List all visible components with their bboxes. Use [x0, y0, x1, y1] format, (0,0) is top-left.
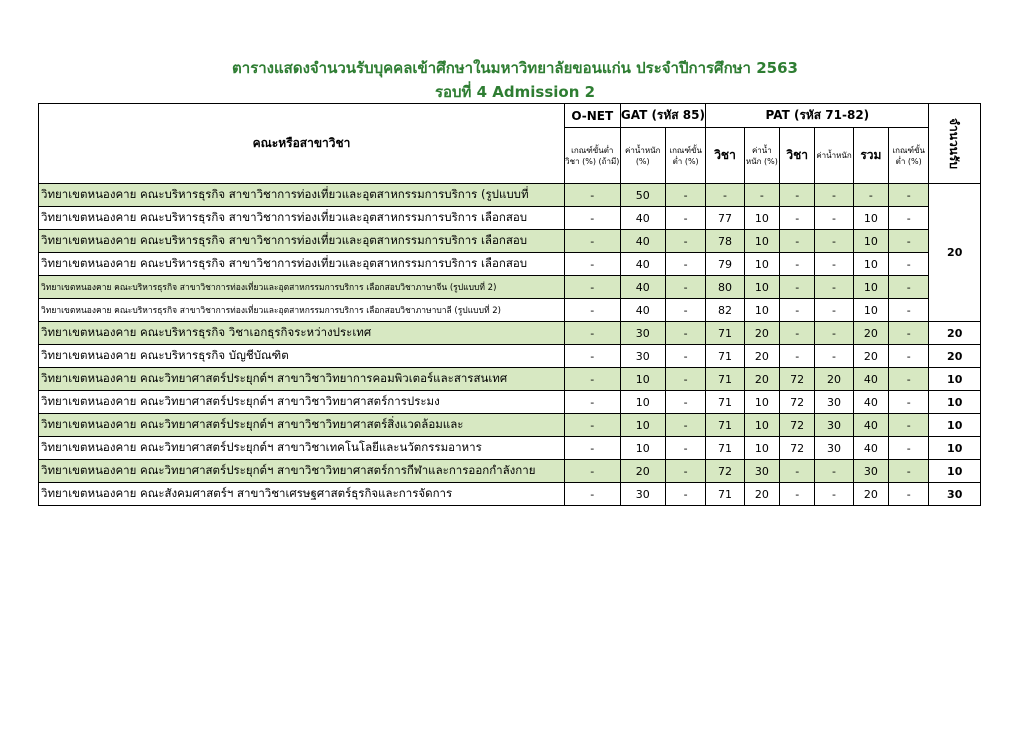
gat-weight-cell: 10: [620, 437, 665, 460]
onet-min-cell: -: [565, 460, 621, 483]
pat-weight1-cell: 10: [744, 253, 779, 276]
onet-min-cell: -: [565, 276, 621, 299]
pat-weight2-cell: -: [815, 253, 853, 276]
onet-min-cell: -: [565, 391, 621, 414]
pat-weight1-cell: 30: [744, 460, 779, 483]
gat-weight-cell: 40: [620, 276, 665, 299]
pat-header: PAT (รหัส 71-82): [706, 104, 929, 128]
program-name-cell: วิทยาเขตหนองคาย คณะบริหารธุรกิจ บัญชีบัณฑิต: [39, 345, 565, 368]
gat-min-cell: -: [665, 368, 705, 391]
pat-subject2-cell: -: [780, 276, 815, 299]
pat-subject2-cell: -: [780, 184, 815, 207]
gat-min-cell: -: [665, 322, 705, 345]
pat-total-cell: -: [853, 184, 888, 207]
gat-weight-cell: 10: [620, 414, 665, 437]
onet-min-cell: -: [565, 437, 621, 460]
pat-weight2-header: ค่าน้ำหนัก: [815, 128, 853, 184]
pat-subject2-cell: -: [780, 345, 815, 368]
pat-weight2-cell: 30: [815, 391, 853, 414]
program-name-cell: วิทยาเขตหนองคาย คณะวิทยาศาสตร์ประยุกต์ฯ สาขาวิชาวิทยาการคอมพิวเตอร์และสารสนเทศ: [39, 368, 565, 391]
document-title: ตารางแสดงจำนวนรับบุคคลเข้าศึกษาในมหาวิทยาลัยขอนแก่น ประจำปีการศึกษา 2563: [232, 59, 798, 77]
table-row: [39, 460, 981, 483]
onet-min-cell: -: [565, 345, 621, 368]
gat-min-cell: -: [665, 230, 705, 253]
onet-min-cell: -: [565, 368, 621, 391]
pat-total-cell: 10: [853, 207, 888, 230]
pat-total-cell: 20: [853, 322, 888, 345]
pat-weight1-cell: 10: [744, 207, 779, 230]
program-name-cell: วิทยาเขตหนองคาย คณะบริหารธุรกิจ วิชาเอกธุรกิจระหว่างประเทศ: [39, 322, 565, 345]
table-row: [39, 184, 981, 207]
pat-weight2-cell: -: [815, 322, 853, 345]
pat-total-cell: 10: [853, 230, 888, 253]
pat-total-cell: 40: [853, 368, 888, 391]
pat-weight2-cell: -: [815, 460, 853, 483]
pat-min-cell: -: [889, 368, 929, 391]
pat-subject2-cell: 72: [780, 368, 815, 391]
pat-total-cell: 10: [853, 299, 888, 322]
pat-weight2-cell: -: [815, 276, 853, 299]
pat-subject1-cell: -: [706, 184, 744, 207]
gat-weight-cell: 20: [620, 460, 665, 483]
onet-min-cell: -: [565, 299, 621, 322]
pat-weight1-cell: 20: [744, 483, 779, 506]
table-row: [39, 230, 981, 253]
pat-subject1-cell: 78: [706, 230, 744, 253]
pat-min-cell: -: [889, 322, 929, 345]
pat-weight1-cell: 10: [744, 391, 779, 414]
pat-subject1-cell: 71: [706, 391, 744, 414]
onet-min-cell: -: [565, 184, 621, 207]
gat-weight-cell: 10: [620, 391, 665, 414]
gat-min-cell: -: [665, 483, 705, 506]
gat-weight-cell: 40: [620, 253, 665, 276]
pat-total-cell: 20: [853, 345, 888, 368]
pat-weight1-cell: 10: [744, 437, 779, 460]
onet-header: O-NET: [565, 104, 621, 128]
table-row: [39, 322, 981, 345]
pat-total-cell: 40: [853, 414, 888, 437]
quota-cell: 10: [929, 437, 981, 460]
pat-subject2-cell: 72: [780, 391, 815, 414]
pat-weight1-cell: 10: [744, 276, 779, 299]
gat-min-cell: -: [665, 184, 705, 207]
table-row: [39, 391, 981, 414]
program-name-cell: วิทยาเขตหนองคาย คณะบริหารธุรกิจ สาขาวิชาการท่องเที่ยวและอุตสาหกรรมการบริการ เลือกสอบ: [39, 230, 565, 253]
gat-min-cell: -: [665, 437, 705, 460]
pat-weight1-cell: 20: [744, 345, 779, 368]
table-row: [39, 299, 981, 322]
onet-min-cell: -: [565, 253, 621, 276]
pat-subject1-cell: 71: [706, 345, 744, 368]
pat-weight1-cell: 20: [744, 322, 779, 345]
pat-total-cell: 20: [853, 483, 888, 506]
quota-cell: 10: [929, 368, 981, 391]
quota-cell: 30: [929, 483, 981, 506]
gat-min-header: เกณฑ์ขั้นต่ำ (%): [665, 128, 705, 184]
program-name-cell: วิทยาเขตหนองคาย คณะบริหารธุรกิจ สาขาวิชาการท่องเที่ยวและอุตสาหกรรมการบริการ เลือกสอบวิชาภาษาจีน (รูปแบบที่ 2): [39, 276, 565, 299]
table-row: [39, 207, 981, 230]
pat-subject1-cell: 71: [706, 414, 744, 437]
quota-column-header: [929, 104, 981, 184]
pat-weight2-cell: -: [815, 345, 853, 368]
pat-subject2-cell: 72: [780, 437, 815, 460]
quota-cell: 20: [929, 322, 981, 345]
gat-weight-cell: 30: [620, 345, 665, 368]
pat-weight2-cell: 20: [815, 368, 853, 391]
pat-subject1-cell: 71: [706, 483, 744, 506]
pat-min-cell: -: [889, 230, 929, 253]
onet-min-cell: -: [565, 414, 621, 437]
pat-min-cell: -: [889, 276, 929, 299]
pat-weight1-cell: 10: [744, 230, 779, 253]
pat-total-cell: 10: [853, 276, 888, 299]
table-row: [39, 483, 981, 506]
pat-min-header: เกณฑ์ขั้นต่ำ (%): [889, 128, 929, 184]
pat-subject1-cell: 80: [706, 276, 744, 299]
gat-weight-cell: 10: [620, 368, 665, 391]
pat-subject1-cell: 71: [706, 437, 744, 460]
pat-min-cell: -: [889, 414, 929, 437]
pat-weight2-cell: 30: [815, 437, 853, 460]
pat-subject1-cell: 72: [706, 460, 744, 483]
gat-min-cell: -: [665, 253, 705, 276]
pat-weight2-cell: 30: [815, 414, 853, 437]
pat-weight1-cell: 10: [744, 414, 779, 437]
pat-subject1-cell: 71: [706, 368, 744, 391]
pat-weight2-cell: -: [815, 230, 853, 253]
pat-subject2-header: วิชา: [780, 128, 815, 184]
gat-weight-cell: 30: [620, 322, 665, 345]
pat-total-cell: 30: [853, 460, 888, 483]
pat-subject2-cell: -: [780, 253, 815, 276]
pat-min-cell: -: [889, 299, 929, 322]
pat-total-cell: 40: [853, 391, 888, 414]
gat-weight-cell: 40: [620, 299, 665, 322]
faculty-column-header: คณะหรือสาขาวิชา: [39, 104, 565, 184]
pat-weight1-cell: -: [744, 184, 779, 207]
program-name-cell: วิทยาเขตหนองคาย คณะวิทยาศาสตร์ประยุกต์ฯ สาขาวิชาวิทยาศาสตร์การกีฬาและการออกกำลังกาย: [39, 460, 565, 483]
pat-weight2-cell: -: [815, 184, 853, 207]
pat-min-cell: -: [889, 437, 929, 460]
pat-subject2-cell: -: [780, 207, 815, 230]
gat-min-cell: -: [665, 207, 705, 230]
pat-min-cell: -: [889, 207, 929, 230]
pat-subject1-cell: 79: [706, 253, 744, 276]
gat-min-cell: -: [665, 414, 705, 437]
quota-cell: 10: [929, 460, 981, 483]
pat-subject2-cell: -: [780, 299, 815, 322]
pat-total-cell: 10: [853, 253, 888, 276]
table-row: [39, 276, 981, 299]
document-subtitle: รอบที่ 4 Admission 2: [434, 83, 596, 101]
table-row: [39, 253, 981, 276]
program-name-cell: วิทยาเขตหนองคาย คณะบริหารธุรกิจ สาขาวิชาการท่องเที่ยวและอุตสาหกรรมการบริการ (รูปแบบที่: [39, 184, 565, 207]
gat-min-cell: -: [665, 299, 705, 322]
program-name-cell: วิทยาเขตหนองคาย คณะวิทยาศาสตร์ประยุกต์ฯ สาขาวิชาวิทยาศาสตร์สิ่งแวดล้อมและ: [39, 414, 565, 437]
pat-weight1-cell: 20: [744, 368, 779, 391]
pat-weight2-cell: -: [815, 299, 853, 322]
gat-min-cell: -: [665, 276, 705, 299]
gat-weight-cell: 30: [620, 483, 665, 506]
quota-header-label: จำนวนรับ: [947, 118, 962, 169]
quota-cell: 10: [929, 414, 981, 437]
gat-min-cell: -: [665, 460, 705, 483]
pat-min-cell: -: [889, 184, 929, 207]
pat-subject1-cell: 82: [706, 299, 744, 322]
onet-min-cell: -: [565, 483, 621, 506]
pat-weight1-cell: 10: [744, 299, 779, 322]
table-row: [39, 345, 981, 368]
gat-weight-cell: 40: [620, 207, 665, 230]
table-row: [39, 437, 981, 460]
table-row: [39, 414, 981, 437]
program-name-cell: วิทยาเขตหนองคาย คณะวิทยาศาสตร์ประยุกต์ฯ สาขาวิชาเทคโนโลยีและนวัตกรรมอาหาร: [39, 437, 565, 460]
onet-min-cell: -: [565, 230, 621, 253]
pat-weight2-cell: -: [815, 483, 853, 506]
onet-min-cell: -: [565, 322, 621, 345]
pat-subject1-cell: 77: [706, 207, 744, 230]
pat-total-header: รวม: [853, 128, 888, 184]
pat-min-cell: -: [889, 391, 929, 414]
program-name-cell: วิทยาเขตหนองคาย คณะบริหารธุรกิจ สาขาวิชาการท่องเที่ยวและอุตสาหกรรมการบริการ เลือกสอบ: [39, 253, 565, 276]
quota-cell: 10: [929, 391, 981, 414]
pat-subject2-cell: -: [780, 460, 815, 483]
gat-weight-cell: 50: [620, 184, 665, 207]
onet-min-header: เกณฑ์ขั้นต่ำวิชา (%) (ถ้ามี): [565, 128, 621, 184]
quota-cell: 20: [929, 345, 981, 368]
pat-min-cell: -: [889, 483, 929, 506]
group-quota-cell: 20: [929, 184, 981, 322]
admission-table: [38, 103, 981, 506]
pat-subject2-cell: -: [780, 322, 815, 345]
pat-subject1-cell: 71: [706, 322, 744, 345]
program-name-cell: วิทยาเขตหนองคาย คณะวิทยาศาสตร์ประยุกต์ฯ สาขาวิชาวิทยาศาสตร์การประมง: [39, 391, 565, 414]
pat-min-cell: -: [889, 345, 929, 368]
pat-min-cell: -: [889, 253, 929, 276]
pat-weight2-cell: -: [815, 207, 853, 230]
pat-total-cell: 40: [853, 437, 888, 460]
program-name-cell: วิทยาเขตหนองคาย คณะสังคมศาสตร์ฯ สาขาวิชาเศรษฐศาสตร์ธุรกิจและการจัดการ: [39, 483, 565, 506]
program-name-cell: วิทยาเขตหนองคาย คณะบริหารธุรกิจ สาขาวิชาการท่องเที่ยวและอุตสาหกรรมการบริการ เลือกสอบวิชาภาษาบาลี (รูปแบบที่ 2): [39, 299, 565, 322]
pat-subject2-cell: -: [780, 483, 815, 506]
onet-min-cell: -: [565, 207, 621, 230]
program-name-cell: วิทยาเขตหนองคาย คณะบริหารธุรกิจ สาขาวิชาการท่องเที่ยวและอุตสาหกรรมการบริการ เลือกสอบ: [39, 207, 565, 230]
gat-weight-header: ค่าน้ำหนัก (%): [620, 128, 665, 184]
gat-min-cell: -: [665, 391, 705, 414]
pat-min-cell: -: [889, 460, 929, 483]
gat-weight-cell: 40: [620, 230, 665, 253]
gat-header: GAT (รหัส 85): [620, 104, 706, 128]
gat-min-cell: -: [665, 345, 705, 368]
pat-subject2-cell: -: [780, 230, 815, 253]
pat-subject1-header: วิชา: [706, 128, 744, 184]
table-row: [39, 368, 981, 391]
pat-weight1-header: ค่าน้ำหนัก (%): [744, 128, 779, 184]
pat-subject2-cell: 72: [780, 414, 815, 437]
